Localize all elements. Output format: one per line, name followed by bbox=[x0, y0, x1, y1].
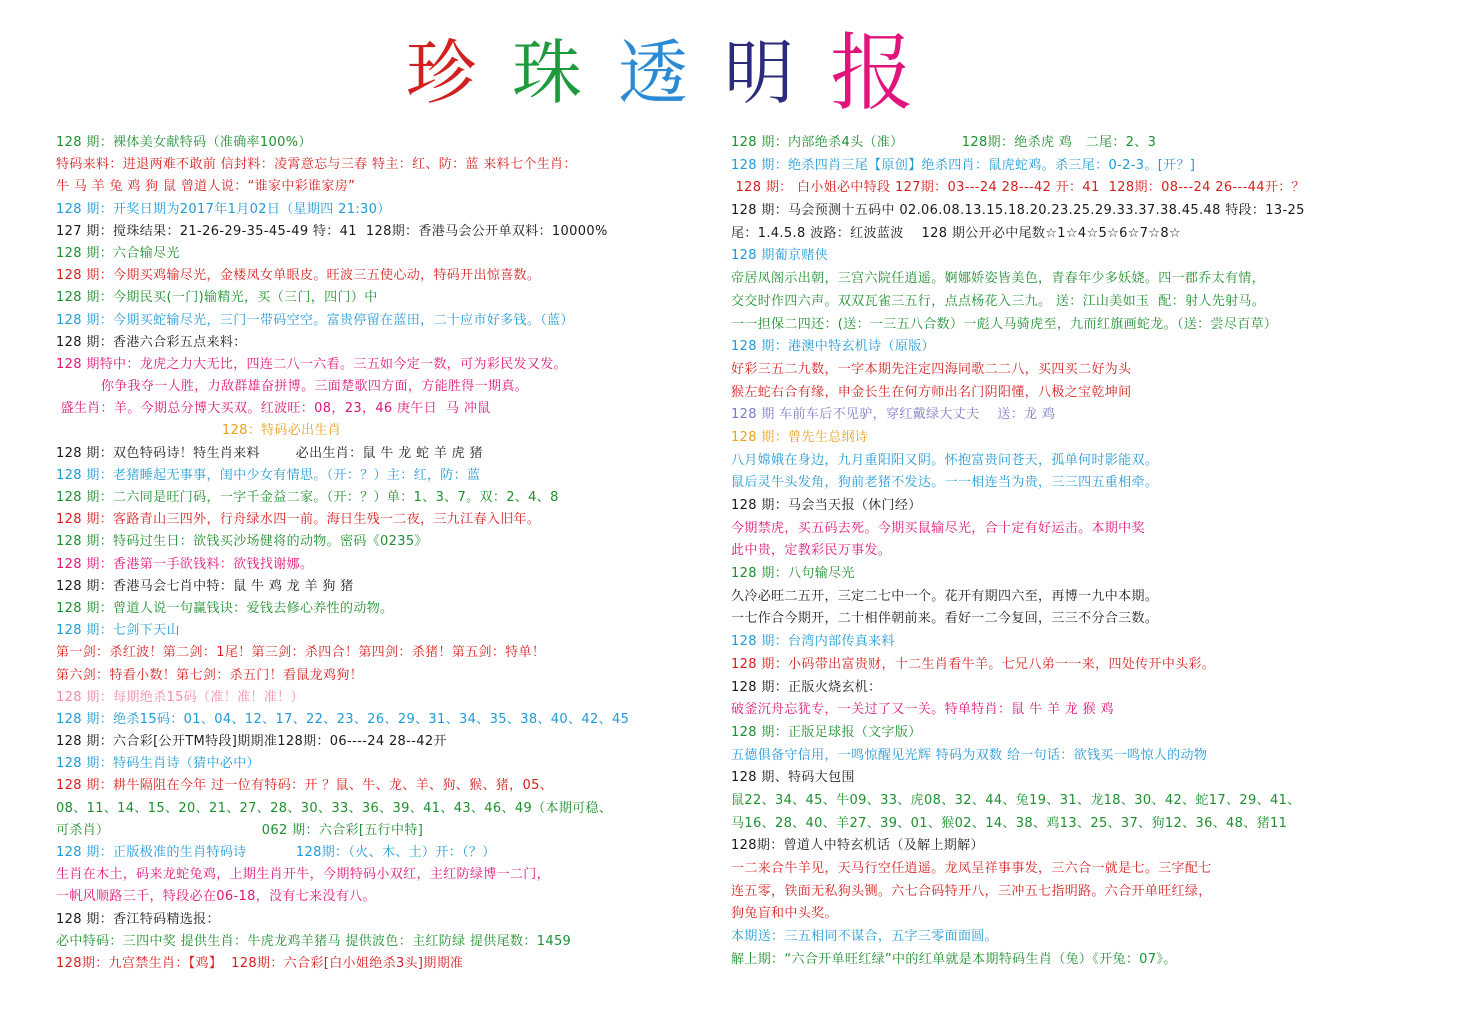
text-line: 128 期：今期买蛇输尽光，三门一带码空空。富贵停留在蓝田，二十应市好多钱。（蓝） bbox=[56, 312, 574, 328]
text-line: 128 期：小码带出富贵财，十二生肖看牛羊。七兄八弟一一来，四处传开中头彩。 bbox=[731, 656, 1216, 672]
text-line: 本期送：三五相同不谋合，五字三零面面圆。 bbox=[731, 929, 999, 945]
text-line: 128 期：香港第一手欲钱料：欲钱找谢娜。 bbox=[56, 556, 314, 572]
text-line: 128 期：正版足球报（文字版） bbox=[731, 724, 922, 740]
text-line: 此中贵，定教彩民万事发。 bbox=[731, 543, 892, 559]
text-line: 鼠22、34、45、牛09、33、虎08、32、44、兔19、31、龙18、30、42、蛇17、29、41、 bbox=[731, 792, 1301, 808]
text-line: 128：特码必出生肖 bbox=[56, 423, 342, 439]
text-line: 牛 马 羊 兔 鸡 狗 鼠 曾道人说：“谁家中彩谁家房” bbox=[56, 179, 356, 195]
text-line: 好彩三五二九数，一字本期先注定四海同歌二二八，买四买二好为头 bbox=[731, 361, 1132, 377]
text-line: 特码来料：进退两难不敢前 信封料：凌霄意忘与三春 特主：红、防：蓝 来料七个生肖： bbox=[56, 157, 577, 173]
page-title bbox=[0, 24, 1320, 122]
text-line: 128 期：马会当天报（休门经） bbox=[731, 498, 922, 513]
text-line: 128 期：特码生肖诗（猜中必中） bbox=[56, 756, 260, 772]
text-line: 128 期：每期绝杀15码（准！准！准！） bbox=[56, 689, 304, 705]
title-char: 珍 bbox=[405, 32, 476, 114]
text-line: 破釜沉舟忘犹专，一关过了又一关。特单特肖：鼠 牛 羊 龙 猴 鸡 bbox=[731, 702, 1114, 718]
text-line: 一帆风顺路三千，特段必在06-18，没有七来没有八。 bbox=[56, 889, 376, 905]
text-line: 128 期：港澳中特玄机诗（原版） bbox=[731, 339, 935, 355]
text-line: 128 期：六合彩[公开TM特段]期期准128期：06----24 28--42开 bbox=[56, 734, 447, 750]
text-line: 交交时作四六声。双双瓦雀三五行，点点杨花入三九。 送：江山美如玉 配：射人先射马。 bbox=[731, 293, 1266, 309]
text-line: 128 期：正版火烧玄机： bbox=[731, 679, 882, 695]
text-line: 08、11、14、15、20、21、27、28、30、33、36、39、41、43、46、49（本期可稳、 bbox=[56, 800, 613, 816]
text-line: 可杀肖） 062 期：六合彩[五行中特] bbox=[56, 822, 424, 838]
text-line: 生肖在木土，码来龙蛇兔鸡，上期生肖开牛，今期特码小双红，主红防绿博一二门， bbox=[56, 867, 550, 883]
text-line: 128 期：今期买鸡输尽光，金楼凤女单眼皮。旺波三五使心动，特码开出惊喜数。 bbox=[56, 268, 541, 284]
text-line: 128 期：今期民买(一门)输精光，买（三门，四门）中 bbox=[56, 290, 378, 306]
title-char: 报 bbox=[829, 24, 914, 122]
text-line: 128 期：双色特码诗！特生肖来料 必出生肖：鼠 牛 龙 蛇 羊 虎 猪 bbox=[56, 445, 483, 461]
text-line: 128 期：香港六合彩五点来料： bbox=[56, 334, 247, 350]
text-line: 128 期葡京赌侠 bbox=[731, 248, 829, 264]
text-line: 狗兔盲和中头奖。 bbox=[731, 906, 838, 922]
title-char: 珠 bbox=[511, 32, 582, 114]
text-line: 128 期：曾先生总纲诗 bbox=[731, 429, 869, 445]
title-char: 明 bbox=[723, 32, 794, 114]
text-line: 128 期：台湾内部传真来料 bbox=[731, 634, 895, 650]
text-line: 今期禁虎，买五码去死。今期买鼠输尽光，合十定有好运击。本期中奖 bbox=[731, 520, 1145, 536]
text-line: 猴左蛇右合有缘，申金长生在何方师出名门阴阳懂，八极之宝乾坤间 bbox=[731, 384, 1132, 400]
text-line: 128 期：八句输尽光 bbox=[731, 566, 855, 582]
text-line: 八月嫦娥在身边，九月重阳阳又阴。怀抱富贵问苍天，孤单何时影能双。 bbox=[731, 452, 1159, 468]
text-line: 马16、28、40、羊27、39、01、猴02、14、38、鸡13、25、37、狗12、36、48、猪11 bbox=[731, 815, 1288, 831]
text-line: 尾：1.4.5.8 波路：红波蓝波 128 期公开必中尾数☆1☆4☆5☆6☆7☆8☆ bbox=[731, 225, 1182, 241]
text-line: 127 期：搅珠结果：21-26-29-35-45-49 特：41 128期：香港马会公开单双料：10000% bbox=[56, 223, 608, 239]
text-line: 128期：九宫禁生肖：【鸡】 128期：六合彩[白小姐绝杀3头]期期准 bbox=[56, 955, 464, 971]
text-line: 五德俱备守信用，一鸣惊醒见光辉 特码为双数 给一句话：欲钱买一鸣惊人的动物 bbox=[731, 747, 1208, 763]
text-line: 128 期：正版极准的生肖特码诗 128期：（火、木、土）开：（？） bbox=[56, 845, 496, 860]
text-line: 128 期：二六同是旺门码，一字千金益二家。（开：？）单：1、3、7。双：2、4、8 bbox=[56, 490, 559, 505]
text-line: 128 期：香港马会七肖中特：鼠 牛 鸡 龙 羊 狗 猪 bbox=[56, 578, 354, 594]
text-line: 128 期 车前车后不见驴，穿红戴绿大丈夫 送：龙 鸡 bbox=[731, 407, 1056, 423]
text-line: 128 期特中：龙虎之力大无比，四连二八一六看。三五如今定一数，可为彩民发又发。 bbox=[56, 356, 567, 372]
right-column bbox=[731, 132, 1431, 971]
text-line: 128 期：七剑下天山 bbox=[56, 623, 180, 639]
text-line: 第六剑：特看小数！第七剑：杀五门！看鼠龙鸡狗！ bbox=[56, 667, 364, 683]
title-char: 透 bbox=[617, 32, 688, 114]
text-line: 128 期：特码过生日：欲钱买沙场健将的动物。密码《0235》 bbox=[56, 534, 428, 550]
text-line: 128 期：香江特码精选报： bbox=[56, 911, 220, 927]
text-line: 128 期：马会预测十五码中 02.06.08.13.15.18.20.23.25.29.33.37.38.45.48 特段：13-25 bbox=[731, 203, 1305, 219]
text-line: 128 期：开奖日期为2017年1月02日（星期四 21:30） bbox=[56, 201, 391, 217]
text-line: 一一担保二四还：(送：一三五八合数）一彪人马骑虎至，九而红旗画蛇龙。（送：尝尽百草） bbox=[731, 316, 1278, 332]
text-line: 帝居凤阁示出朝，三宫六院任逍遥。婀娜娇姿皆美色，青春年少多妖娆。四一郡乔太有情， bbox=[731, 271, 1266, 287]
text-line: 128 期：客路青山三四外，行舟绿水四一前。海日生残一二夜，三九江春入旧年。 bbox=[56, 512, 541, 528]
left-column bbox=[56, 132, 696, 975]
text-line: 第一剑：杀红波！第二剑：1尾！第三剑：杀四合！第四剑：杀猪！第五剑：特单！ bbox=[56, 645, 546, 661]
text-line: 128 期：曾道人说一句赢钱诀：爱钱去修心养性的动物。 bbox=[56, 600, 394, 616]
text-line: 鼠后灵牛头发角，狗前老猪不发达。一一相连当为贵，三三四五重相牵。 bbox=[731, 475, 1159, 491]
text-line: 一七作合今期开，二十相伴朝前来。看好一二今复回，三三不分合三数。 bbox=[731, 611, 1159, 627]
text-line: 128 期：老猪睡起无事事，闺中少女有情思。（开：？）主：红，防：蓝 bbox=[56, 467, 481, 483]
text-line: 128 期、特码大包围 bbox=[731, 770, 855, 786]
text-line: 128 期：裸体美女献特码（准确率100%） bbox=[56, 135, 312, 150]
text-line: 一二来合牛羊见，天马行空任逍遥。龙凤呈祥事事发，三六合一就是七。三字配七 bbox=[731, 861, 1212, 876]
text-line: 128 期：六合输尽光 bbox=[56, 245, 180, 261]
text-line: 128 期： 白小姐必中特段 127期：03---24 28---42 开：41 128期：08---24 26---44开：？ bbox=[731, 180, 1305, 196]
text-line: 久冷必旺二五开，三定二七中一个。花开有期四六至，再博一九中本期。 bbox=[731, 588, 1159, 604]
text-line: 128 期：内部绝杀4头（准） 128期：绝杀虎 鸡 二尾：2、3 bbox=[731, 135, 1157, 150]
text-line: 解上期：“六合开单旺红绿”中的红单就是本期特码生肖（兔）《开兔：07》。 bbox=[731, 951, 1177, 967]
text-line: 必中特码：三四中奖 提供生肖：牛虎龙鸡羊猪马 提供波色：主红防绿 提供尾数：1459 bbox=[56, 933, 572, 949]
text-line: 你争我夺一人胜，力敌群雄奋拼博。三面楚歌四方面，方能胜得一期真。 bbox=[56, 379, 529, 395]
text-line: 128 期：耕牛隔阻在今年 过一位有特码：开 ？鼠、牛、龙、羊、狗、猴、猪，05、 bbox=[56, 778, 554, 794]
text-line: 128 期：绝杀15码：01、04、12、17、22、23、26、29、31、34、35、38、40、42、45 bbox=[56, 711, 630, 727]
text-line: 128 期：绝杀四肖三尾【原创】绝杀四肖：鼠虎蛇鸡。杀三尾：0-2-3。[开？] bbox=[731, 157, 1196, 173]
text-line: 连五零，铁面无私狗头铡。六七合码特开八，三冲五七指明路。六合开单旺红绿， bbox=[731, 883, 1212, 899]
text-line: 盛生肖：羊。今期总分博大买双。红波旺：08，23，46 庚午日 马 冲鼠 bbox=[56, 401, 491, 417]
text-line: 128期：曾道人中特玄机话（及解上期解） bbox=[731, 838, 984, 854]
